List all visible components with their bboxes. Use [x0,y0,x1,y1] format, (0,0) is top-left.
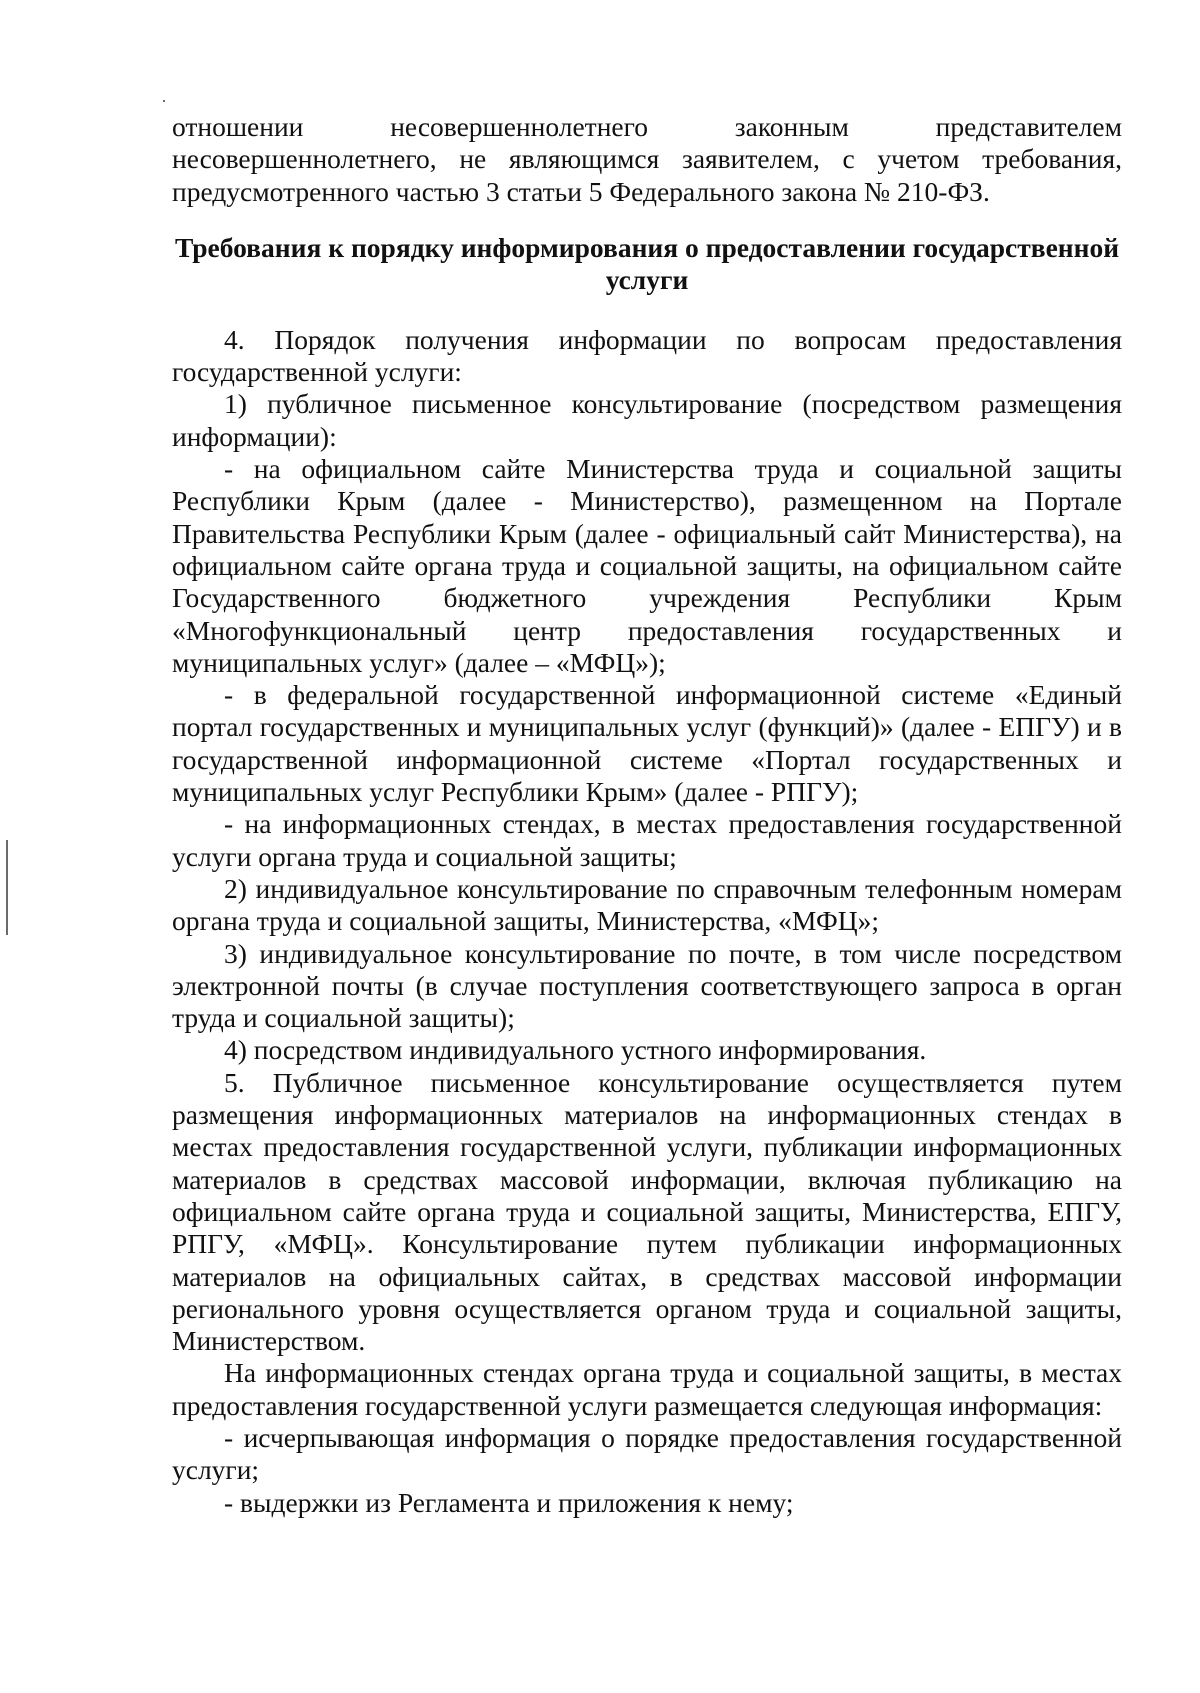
intro-paragraph: отношении несовершеннолетнего законным представителем несовершеннолетнего, не являющимся заявителем, с учетом требования, предусмотренного частью 3 статьи 5 Федерального закона № 210-ФЗ. [172,111,1122,207]
section-heading: Требования к порядку информирования о предоставлении государственной услуги [174,231,1120,295]
list-item-mail-consulting: 3) индивидуальное консультирование по почте, в том числе посредством электронной почты (в случае поступления соответствующего запроса в орган труда и социальной защиты); [172,937,1122,1034]
list-item-public-consulting: 1) публичное письменное консультирование (посредством размещения информации): [172,388,1122,452]
document-body [172,111,1122,1519]
list-item-exhaustive-info: - исчерпывающая информация о порядке предоставления государственной услуги; [172,1421,1122,1486]
list-item-phone-consulting: 2) индивидуальное консультирование по справочным телефонным номерам органа труда и социальной защиты, Министерства, «МФЦ»; [172,872,1122,937]
paragraph-info-stands: На информационных стендах органа труда и социальной защиты, в местах предоставления государственной услуги размещается следующая информация: [172,1357,1122,1421]
list-item-epgu-rpgu: - в федеральной государственной информационной системе «Единый портал государственных и муниципальных услуг (функций)» (далее - ЕПГУ) и в государственной информационной системе «Портал государственных и муниципальных услуг Республики Крым» (далее - РПГУ); [172,679,1122,808]
list-item-info-stands: - на информационных стендах, в местах предоставления государственной услуги органа труда и социальной защиты; [172,808,1122,872]
scan-margin-mark [6,840,8,935]
list-item-oral-informing: 4) посредством индивидуального устного информирования. [224,1034,927,1066]
list-item-regulation-extracts: - выдержки из Регламента и приложения к нему; [224,1486,794,1518]
list-item-official-sites: - на официальном сайте Министерства труда и социальной защиты Республики Крым (далее - Министерство), размещенном на Портале Правительства Республики Крым (далее - официальный сайт Министерства), на официальном сайте органа труда и социальной защиты, на официальном сайте Государственного бюджетного учреждения Республики Крым «Многофункциональный центр предоставления государственных и муниципальных услуг» (далее – «МФЦ»); [172,453,1122,678]
scan-dot-mark [163,100,165,102]
paragraph-item-4: 4. Порядок получения информации по вопросам предоставления государственной услуги: [172,323,1122,388]
paragraph-item-5: 5. Публичное письменное консультирование осуществляется путем размещения информационных материалов на информационных стендах в местах предоставления государственной услуги, публикации информационных материалов в средствах массовой информации, включая публикацию на официальном сайте органа труда и социальной защиты, Министерства, ЕПГУ, РПГУ, «МФЦ». Консультирование путем публикации информационных материалов на официальных сайтах, в средствах массовой информации регионального уровня осуществляется органом труда и социальной защиты, Министерством. [172,1066,1122,1357]
